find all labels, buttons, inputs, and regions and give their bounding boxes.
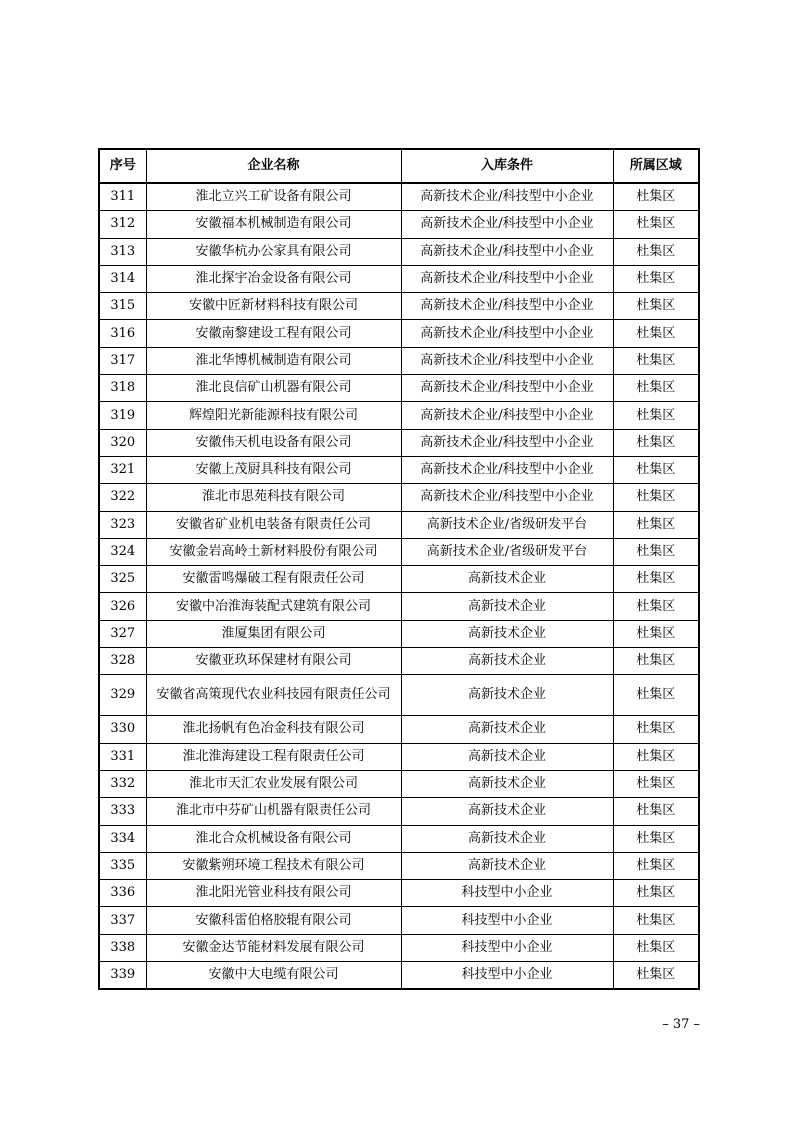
criteria-cell: 高新技术企业/科技型中小企业 — [401, 484, 613, 511]
criteria-cell: 高新技术企业/科技型中小企业 — [401, 320, 613, 347]
company-name-cell: 淮厦集团有限公司 — [146, 620, 401, 647]
district-cell: 杜集区 — [613, 675, 699, 716]
table-row — [99, 934, 699, 961]
district-cell: 杜集区 — [613, 265, 699, 292]
table-row — [99, 743, 699, 770]
serial-cell: 322 — [99, 484, 146, 511]
table-row — [99, 456, 699, 483]
table-row — [99, 211, 699, 238]
serial-cell: 327 — [99, 620, 146, 647]
district-cell: 杜集区 — [613, 716, 699, 743]
serial-cell: 316 — [99, 320, 146, 347]
criteria-cell: 高新技术企业/科技型中小企业 — [401, 375, 613, 402]
district-cell: 杜集区 — [613, 347, 699, 374]
serial-cell: 312 — [99, 211, 146, 238]
criteria-cell: 高新技术企业/科技型中小企业 — [401, 456, 613, 483]
company-name-cell: 安徽金达节能材料发展有限公司 — [146, 934, 401, 961]
district-cell: 杜集区 — [613, 907, 699, 934]
company-name-cell: 安徽福本机械制造有限公司 — [146, 211, 401, 238]
company-name-cell: 淮北市思苑科技有限公司 — [146, 484, 401, 511]
district-cell: 杜集区 — [613, 484, 699, 511]
criteria-cell: 高新技术企业 — [401, 798, 613, 825]
company-name-cell: 淮北合众机械设备有限公司 — [146, 825, 401, 852]
table-row — [99, 770, 699, 797]
table-row — [99, 825, 699, 852]
serial-cell: 336 — [99, 880, 146, 907]
district-cell: 杜集区 — [613, 934, 699, 961]
company-name-cell: 安徽华杭办公家具有限公司 — [146, 238, 401, 265]
company-name-cell: 淮北市中芬矿山机器有限责任公司 — [146, 798, 401, 825]
company-name-cell: 淮北扬帆有色冶金科技有限公司 — [146, 716, 401, 743]
table-row — [99, 880, 699, 907]
district-cell: 杜集区 — [613, 402, 699, 429]
serial-cell: 318 — [99, 375, 146, 402]
table-row — [99, 402, 699, 429]
company-name-cell: 安徽科雷伯格胶辊有限公司 — [146, 907, 401, 934]
table-row — [99, 484, 699, 511]
serial-cell: 315 — [99, 293, 146, 320]
district-cell: 杜集区 — [613, 852, 699, 879]
district-cell: 杜集区 — [613, 320, 699, 347]
serial-cell: 329 — [99, 675, 146, 716]
district-cell: 杜集区 — [613, 211, 699, 238]
company-name-cell: 淮北立兴工矿设备有限公司 — [146, 183, 401, 211]
criteria-cell: 高新技术企业/省级研发平台 — [401, 538, 613, 565]
criteria-cell: 高新技术企业/科技型中小企业 — [401, 347, 613, 374]
company-name-cell: 安徽南黎建设工程有限公司 — [146, 320, 401, 347]
district-cell: 杜集区 — [613, 511, 699, 538]
serial-cell: 325 — [99, 566, 146, 593]
page-number: – 37 – — [662, 1017, 700, 1032]
district-cell: 杜集区 — [613, 538, 699, 565]
company-name-cell: 安徽上茂厨具科技有限公司 — [146, 456, 401, 483]
enterprise-table — [98, 148, 700, 990]
table-row — [99, 375, 699, 402]
table-row — [99, 620, 699, 647]
serial-cell: 331 — [99, 743, 146, 770]
criteria-cell: 高新技术企业 — [401, 648, 613, 675]
serial-cell: 311 — [99, 183, 146, 211]
company-name-cell: 安徽中匠新材料科技有限公司 — [146, 293, 401, 320]
serial-cell: 313 — [99, 238, 146, 265]
serial-cell: 326 — [99, 593, 146, 620]
table-row — [99, 238, 699, 265]
criteria-cell: 科技型中小企业 — [401, 962, 613, 990]
company-name-cell: 安徽省高策现代农业科技园有限责任公司 — [146, 675, 401, 716]
table-row — [99, 183, 699, 211]
table-row — [99, 593, 699, 620]
serial-cell: 320 — [99, 429, 146, 456]
table-row — [99, 566, 699, 593]
criteria-cell: 高新技术企业 — [401, 743, 613, 770]
serial-cell: 330 — [99, 716, 146, 743]
criteria-cell: 高新技术企业/科技型中小企业 — [401, 211, 613, 238]
company-name-cell: 淮北探宇冶金设备有限公司 — [146, 265, 401, 292]
district-cell: 杜集区 — [613, 620, 699, 647]
serial-cell: 334 — [99, 825, 146, 852]
serial-cell: 339 — [99, 962, 146, 990]
company-name-cell: 安徽伟天机电设备有限公司 — [146, 429, 401, 456]
district-cell: 杜集区 — [613, 962, 699, 990]
district-cell: 杜集区 — [613, 375, 699, 402]
company-name-cell: 安徽金岩高岭土新材料股份有限公司 — [146, 538, 401, 565]
serial-cell: 324 — [99, 538, 146, 565]
serial-cell: 333 — [99, 798, 146, 825]
district-cell: 杜集区 — [613, 293, 699, 320]
criteria-cell: 高新技术企业/科技型中小企业 — [401, 429, 613, 456]
serial-cell: 332 — [99, 770, 146, 797]
serial-cell: 319 — [99, 402, 146, 429]
district-cell: 杜集区 — [613, 183, 699, 211]
company-name-cell: 淮北淮海建设工程有限责任公司 — [146, 743, 401, 770]
company-name-cell: 淮北良信矿山机器有限公司 — [146, 375, 401, 402]
company-name-cell: 淮北阳光管业科技有限公司 — [146, 880, 401, 907]
district-cell: 杜集区 — [613, 880, 699, 907]
criteria-cell: 高新技术企业 — [401, 566, 613, 593]
criteria-cell: 高新技术企业 — [401, 852, 613, 879]
table-row — [99, 293, 699, 320]
criteria-cell: 高新技术企业 — [401, 716, 613, 743]
company-name-cell: 辉煌阳光新能源科技有限公司 — [146, 402, 401, 429]
table-row — [99, 648, 699, 675]
criteria-cell: 科技型中小企业 — [401, 880, 613, 907]
table-row — [99, 798, 699, 825]
header-serial: 序号 — [99, 149, 146, 183]
table-row — [99, 265, 699, 292]
criteria-cell: 科技型中小企业 — [401, 907, 613, 934]
district-cell: 杜集区 — [613, 743, 699, 770]
serial-cell: 314 — [99, 265, 146, 292]
criteria-cell: 高新技术企业/科技型中小企业 — [401, 265, 613, 292]
header-company-name: 企业名称 — [146, 149, 401, 183]
table-row — [99, 429, 699, 456]
serial-cell: 328 — [99, 648, 146, 675]
company-name-cell: 安徽亚玖环保建材有限公司 — [146, 648, 401, 675]
district-cell: 杜集区 — [613, 566, 699, 593]
district-cell: 杜集区 — [613, 238, 699, 265]
company-name-cell: 安徽紫朔环境工程技术有限公司 — [146, 852, 401, 879]
district-cell: 杜集区 — [613, 593, 699, 620]
criteria-cell: 高新技术企业/科技型中小企业 — [401, 183, 613, 211]
header-district: 所属区域 — [613, 149, 699, 183]
district-cell: 杜集区 — [613, 825, 699, 852]
table-row — [99, 852, 699, 879]
table-row — [99, 716, 699, 743]
criteria-cell: 高新技术企业/省级研发平台 — [401, 511, 613, 538]
table-body — [99, 183, 699, 989]
serial-cell: 323 — [99, 511, 146, 538]
criteria-cell: 高新技术企业/科技型中小企业 — [401, 402, 613, 429]
district-cell: 杜集区 — [613, 770, 699, 797]
company-name-cell: 安徽雷鸣爆破工程有限责任公司 — [146, 566, 401, 593]
serial-cell: 317 — [99, 347, 146, 374]
criteria-cell: 高新技术企业/科技型中小企业 — [401, 238, 613, 265]
criteria-cell: 高新技术企业 — [401, 593, 613, 620]
company-name-cell: 安徽省矿业机电装备有限责任公司 — [146, 511, 401, 538]
table-row — [99, 962, 699, 990]
criteria-cell: 高新技术企业/科技型中小企业 — [401, 293, 613, 320]
criteria-cell: 高新技术企业 — [401, 770, 613, 797]
district-cell: 杜集区 — [613, 798, 699, 825]
district-cell: 杜集区 — [613, 456, 699, 483]
serial-cell: 335 — [99, 852, 146, 879]
serial-cell: 321 — [99, 456, 146, 483]
serial-cell: 338 — [99, 934, 146, 961]
criteria-cell: 高新技术企业 — [401, 620, 613, 647]
criteria-cell: 高新技术企业 — [401, 825, 613, 852]
company-name-cell: 淮北华博机械制造有限公司 — [146, 347, 401, 374]
company-name-cell: 淮北市天汇农业发展有限公司 — [146, 770, 401, 797]
table-row — [99, 511, 699, 538]
district-cell: 杜集区 — [613, 429, 699, 456]
criteria-cell: 高新技术企业 — [401, 675, 613, 716]
criteria-cell: 科技型中小企业 — [401, 934, 613, 961]
company-name-cell: 安徽中冶淮海装配式建筑有限公司 — [146, 593, 401, 620]
table-header-row — [99, 149, 699, 183]
district-cell: 杜集区 — [613, 648, 699, 675]
table-row — [99, 675, 699, 716]
table-row — [99, 347, 699, 374]
table-row — [99, 538, 699, 565]
table-row — [99, 320, 699, 347]
header-criteria: 入库条件 — [401, 149, 613, 183]
serial-cell: 337 — [99, 907, 146, 934]
company-name-cell: 安徽中大电缆有限公司 — [146, 962, 401, 990]
table-row — [99, 907, 699, 934]
